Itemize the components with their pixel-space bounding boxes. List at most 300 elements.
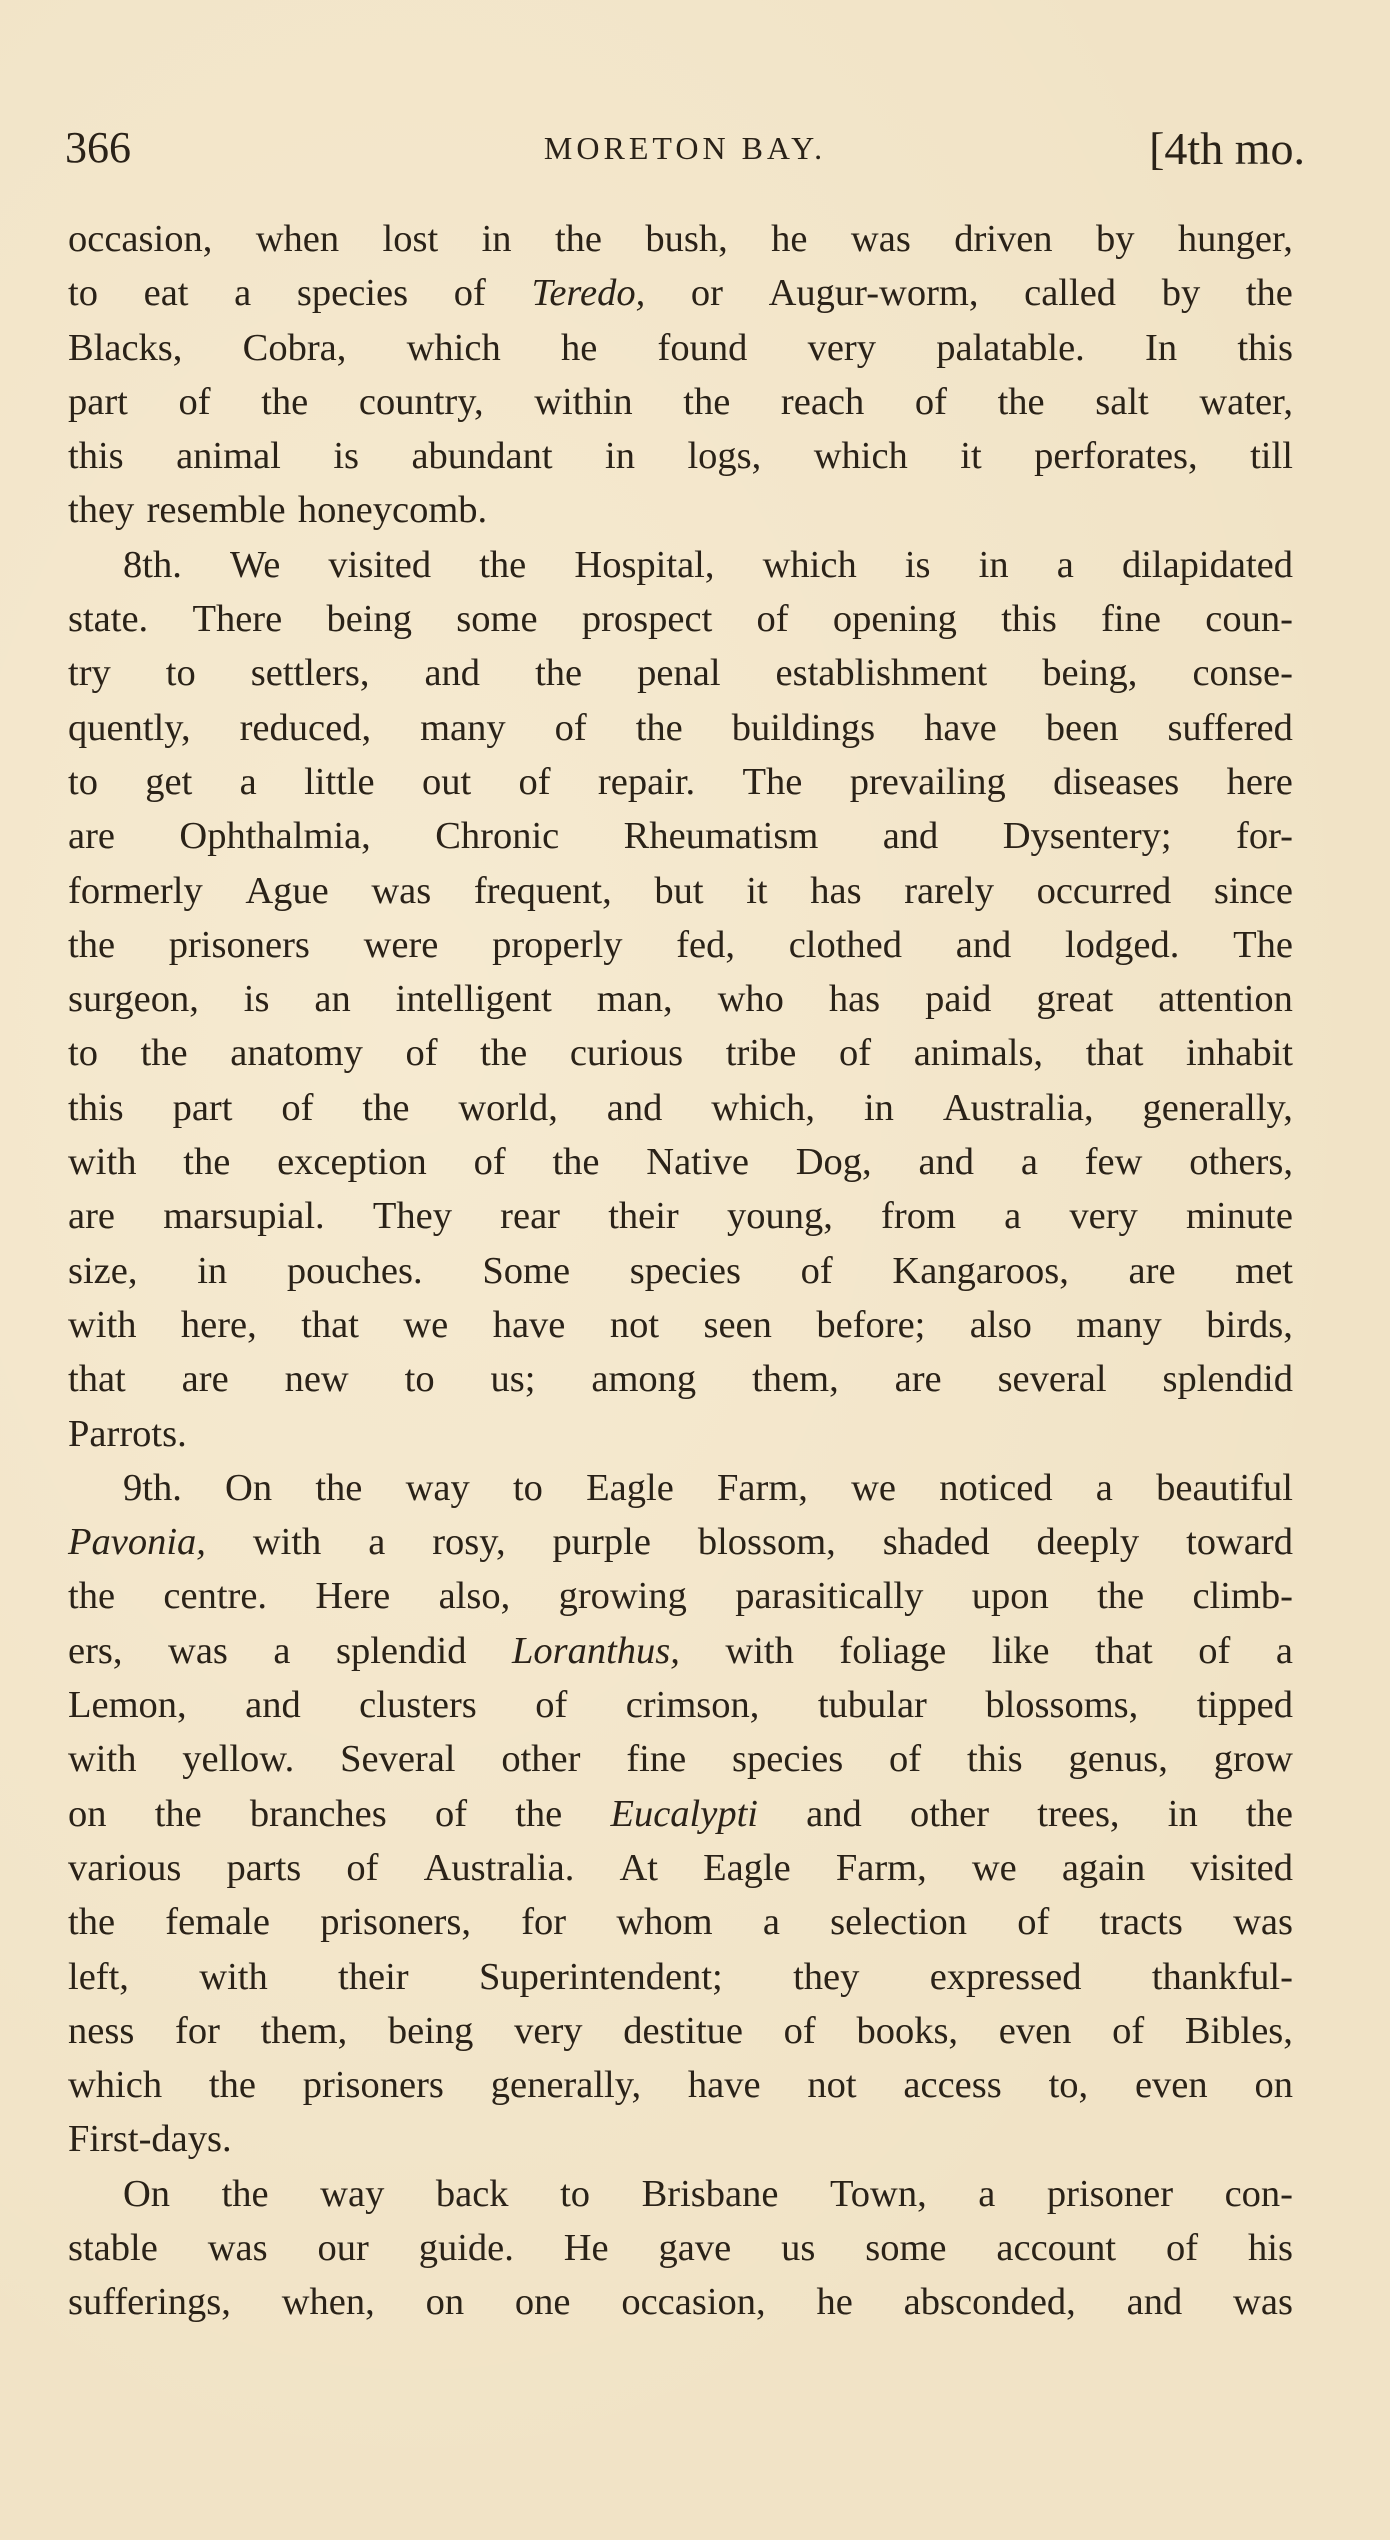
word: and (882, 815, 939, 858)
body-text (68, 212, 1293, 2330)
word: and (955, 923, 1012, 966)
text-line (68, 266, 1293, 320)
text-line (68, 2275, 1293, 2329)
word: Eagle (703, 1846, 791, 1889)
word: new (284, 1358, 349, 1401)
text-line (68, 809, 1293, 863)
word: found (657, 326, 748, 369)
word: tipped (1196, 1684, 1293, 1727)
word: driven (954, 218, 1053, 260)
word: on (68, 1792, 107, 1835)
word: few (1084, 1141, 1143, 1184)
word: them, (752, 1358, 839, 1401)
word: rear (500, 1195, 560, 1238)
word: left, (68, 1955, 129, 1998)
text-line (68, 1026, 1293, 1080)
text-line (68, 538, 1293, 592)
word: by (1095, 218, 1135, 260)
word: the (552, 1141, 600, 1184)
word: this (1001, 598, 1057, 641)
word: was (850, 218, 911, 260)
word: blossoms, (985, 1684, 1139, 1727)
word: very (514, 2009, 583, 2052)
word: have (687, 2064, 761, 2107)
word: the (635, 706, 683, 749)
word: they (68, 489, 135, 532)
word: of (1166, 2226, 1199, 2269)
word: in (481, 218, 512, 260)
word: upon (971, 1575, 1049, 1618)
word: when (255, 218, 340, 260)
word: fine (1101, 598, 1161, 641)
word: the (221, 2172, 269, 2215)
word: a (762, 1901, 780, 1944)
word: here (1226, 760, 1293, 803)
word: with (199, 1955, 268, 1998)
word: the (68, 1575, 116, 1618)
text-line (68, 592, 1293, 646)
word: this (1237, 326, 1293, 369)
word: for (521, 1901, 567, 1944)
word: establishment (775, 652, 988, 695)
word: Dog, (795, 1141, 872, 1184)
word: various (68, 1846, 182, 1889)
text-line (68, 1189, 1293, 1243)
word: perforates, (1034, 435, 1198, 478)
word: very (807, 326, 876, 369)
word: they (793, 1955, 860, 1998)
word: Farm, (835, 1846, 927, 1889)
word: prisoners (302, 2064, 444, 2107)
page-number: 366 (65, 123, 131, 172)
word: back (435, 2172, 509, 2215)
word: grow (1213, 1738, 1293, 1781)
word: sufferings, (68, 2281, 231, 2324)
word: He (563, 2226, 609, 2269)
text-line (68, 1787, 1293, 1841)
word: of (554, 706, 587, 749)
word: a (1020, 1141, 1038, 1184)
word: lost (382, 218, 439, 260)
word: the (208, 2064, 256, 2107)
word: very (1069, 1195, 1138, 1238)
word: centre. (163, 1575, 268, 1618)
text-line (68, 483, 1293, 537)
word: his (1248, 2226, 1293, 2269)
word: palatable. (936, 326, 1085, 369)
word: Here (315, 1575, 391, 1618)
word: the (1245, 1792, 1293, 1835)
word: their (338, 1955, 409, 1998)
word: are (68, 1195, 115, 1238)
word: growing (558, 1575, 687, 1618)
word: been (1045, 706, 1119, 749)
word: Cobra, (242, 326, 347, 369)
word: he (816, 2281, 853, 2324)
word: has (810, 869, 862, 912)
word: of (535, 1684, 568, 1727)
word: reach (780, 380, 865, 423)
word: in (978, 543, 1009, 586)
word: 9th. (123, 1466, 182, 1509)
word: to (68, 272, 98, 315)
word: female (165, 1901, 270, 1944)
word: of (178, 380, 211, 423)
word: tribe (725, 1032, 797, 1075)
word: in (1167, 1792, 1198, 1835)
word: many (420, 706, 506, 749)
word: parasitically (735, 1575, 924, 1618)
word: Augur-worm, (768, 272, 979, 315)
word: of (800, 1249, 833, 1292)
word: lodged. (1064, 923, 1180, 966)
word: the (480, 1032, 528, 1075)
page-header (65, 112, 1305, 182)
word: prevailing (849, 760, 1006, 803)
word: anatomy (230, 1032, 363, 1075)
word: among (591, 1358, 697, 1401)
word: Australia, (942, 1086, 1094, 1129)
word: not (807, 2064, 857, 2107)
word: for (175, 2009, 220, 2052)
word: of (783, 2009, 816, 2052)
word: prisoners, (320, 1901, 471, 1944)
word: world, (458, 1086, 558, 1129)
text-line (68, 1461, 1293, 1515)
word: occasion, (68, 218, 213, 260)
word: is (904, 543, 931, 586)
word: Several (340, 1738, 456, 1781)
word: curious (569, 1032, 684, 1075)
word: a (1004, 1195, 1022, 1238)
word: a (239, 760, 257, 803)
word: is (243, 978, 270, 1021)
word: access (903, 2064, 1002, 2107)
text-line (68, 1950, 1293, 2004)
word: of (756, 598, 789, 641)
word: the (261, 380, 309, 423)
word: the (154, 1792, 202, 1835)
word: of (1198, 1629, 1231, 1672)
word: to (404, 1358, 435, 1401)
word: some (456, 598, 538, 641)
word: it (746, 869, 768, 912)
word: Bibles, (1184, 2009, 1293, 2052)
word: a (1275, 1629, 1293, 1672)
word: stable (68, 2226, 158, 2269)
word: is (333, 435, 360, 478)
word: inhabit (1186, 1032, 1293, 1075)
word: rosy, (432, 1521, 506, 1564)
word: this (68, 435, 124, 478)
text-line (68, 2167, 1293, 2221)
word: selection (830, 1901, 967, 1944)
word: At (619, 1846, 658, 1889)
word: a (1095, 1466, 1113, 1509)
word: animal (176, 435, 281, 478)
word: on (425, 2281, 465, 2324)
word: part (172, 1086, 233, 1129)
word: by (1161, 272, 1201, 315)
word: country, (358, 380, 484, 423)
word: water, (1199, 380, 1293, 423)
word: species (629, 1249, 741, 1292)
text-line (68, 1569, 1293, 1623)
word: and (606, 1086, 663, 1129)
word: species (732, 1738, 844, 1781)
word: of (346, 1846, 379, 1889)
word: and (424, 652, 481, 695)
word: The (1233, 923, 1293, 966)
word: seen (703, 1303, 772, 1346)
word: occasion, (621, 2281, 766, 2324)
word: tubular (817, 1684, 927, 1727)
word: many (1076, 1303, 1162, 1346)
word: state. (68, 598, 149, 641)
text-line (68, 1624, 1293, 1678)
word: but (654, 869, 704, 912)
word: prisoner (1046, 2172, 1174, 2215)
word: noticed (939, 1466, 1053, 1509)
text-line (68, 755, 1293, 809)
word: crimson, (625, 1684, 760, 1727)
word: also, (438, 1575, 511, 1618)
running-title: MORETON BAY. (543, 130, 827, 166)
text-line (68, 2058, 1293, 2112)
word: the (1245, 272, 1293, 315)
word: the (997, 380, 1045, 423)
word: diseases (1053, 760, 1180, 803)
text-line (68, 429, 1293, 483)
word: Chronic (435, 815, 560, 858)
word: us (781, 2226, 816, 2269)
word: marsupial. (163, 1195, 325, 1238)
word: hunger, (1177, 218, 1293, 260)
word: splendid (336, 1629, 467, 1672)
word: was (1233, 1901, 1293, 1944)
word: animals, (913, 1032, 1044, 1075)
word: of (281, 1086, 314, 1129)
word: visited (328, 543, 432, 586)
word: yellow. (182, 1738, 295, 1781)
word: suffered (1167, 706, 1293, 749)
word: with (68, 1141, 137, 1184)
word: repair. (597, 760, 696, 803)
word: absconded, (903, 2281, 1076, 2324)
word: us; (490, 1358, 536, 1401)
word: purple (552, 1521, 651, 1564)
word: that (1085, 1032, 1144, 1075)
word: he (771, 218, 808, 260)
word: little (304, 760, 375, 803)
word: of (914, 380, 947, 423)
word: way (405, 1466, 470, 1509)
word: clusters (359, 1684, 477, 1727)
word: the (479, 543, 527, 586)
word: Kangaroos, (892, 1249, 1069, 1292)
word: destitue (623, 2009, 743, 2052)
word: There (192, 598, 283, 641)
word: and (245, 1684, 301, 1727)
word: pouches. (286, 1249, 423, 1292)
word: being, (1042, 652, 1138, 695)
word: occurred (1036, 869, 1172, 912)
word: Pavonia, (68, 1521, 206, 1564)
word: being (387, 2009, 474, 2052)
word: or (690, 272, 723, 315)
word: was (168, 1629, 228, 1672)
word: They (372, 1195, 452, 1238)
word: in (863, 1086, 894, 1129)
word: that (301, 1303, 359, 1346)
word: before; (816, 1303, 926, 1346)
word: are (181, 1358, 229, 1401)
word: frequent, (473, 869, 612, 912)
text-line (68, 1298, 1293, 1352)
text-line (68, 1135, 1293, 1189)
word: Town, (829, 2172, 927, 2215)
word: were (363, 923, 439, 966)
word: visited (1190, 1846, 1293, 1889)
word: coun- (1205, 598, 1293, 641)
word: the (1097, 1575, 1145, 1618)
word: beautiful (1156, 1466, 1293, 1509)
word: splendid (1162, 1358, 1293, 1401)
word: account (996, 2226, 1117, 2269)
text-line (68, 918, 1293, 972)
word: Brisbane (641, 2172, 779, 2215)
word: salt (1095, 380, 1149, 423)
word: the (515, 1792, 563, 1835)
word: Teredo, (531, 272, 646, 315)
word: birds, (1206, 1303, 1293, 1346)
word: ers, (68, 1629, 123, 1672)
word: to, (1048, 2064, 1089, 2107)
word: penal (637, 652, 721, 695)
word: bush, (645, 218, 728, 260)
word: with (68, 1303, 137, 1346)
word: our (317, 2226, 369, 2269)
word: intelligent (395, 978, 552, 1021)
word: Eucalypti (610, 1792, 758, 1835)
word: logs, (687, 435, 762, 478)
text-line (68, 1732, 1293, 1786)
word: reduced, (239, 706, 372, 749)
word: with (725, 1629, 794, 1672)
word: other (909, 1792, 990, 1835)
word: Eagle (586, 1466, 674, 1509)
word: and (806, 1792, 862, 1835)
word: Lemon, (68, 1684, 187, 1727)
word: In (1145, 326, 1178, 369)
section-marker: [4th mo. (1149, 123, 1305, 174)
word: from (881, 1195, 956, 1238)
word: prisoners (168, 923, 310, 966)
word: which (762, 543, 857, 586)
word: in (605, 435, 635, 478)
word: met (1235, 1249, 1293, 1292)
word: parts (226, 1846, 302, 1889)
word: a (1056, 543, 1074, 586)
word: of (453, 272, 486, 315)
word: like (991, 1629, 1050, 1672)
word: within (534, 380, 633, 423)
word: get (145, 760, 193, 803)
word: generally, (1142, 1086, 1293, 1129)
text-line (68, 212, 1293, 266)
word: guide. (418, 2226, 514, 2269)
word: Some (482, 1249, 571, 1292)
word: blossom, (697, 1521, 836, 1564)
word: books, (856, 2009, 959, 2052)
word: the (68, 1901, 116, 1944)
word: expressed (929, 1955, 1082, 1998)
word: species (296, 272, 409, 315)
word: eat (143, 272, 189, 315)
word: with (68, 1738, 137, 1781)
word: here, (180, 1303, 257, 1346)
word: Parrots. (68, 1412, 187, 1455)
word: gave (658, 2226, 732, 2269)
word: thankful- (1151, 1955, 1293, 1998)
word: the (535, 652, 583, 695)
word: not (609, 1303, 660, 1346)
word: con- (1224, 2172, 1293, 2215)
word: shaded (882, 1521, 990, 1564)
text-line (68, 1515, 1293, 1569)
text-line (68, 321, 1293, 375)
word: fine (626, 1738, 687, 1781)
word: young, (726, 1195, 833, 1238)
word: called (1024, 272, 1117, 315)
word: for- (1236, 815, 1293, 858)
text-line (68, 864, 1293, 918)
word: out (421, 760, 472, 803)
word: who (717, 978, 784, 1021)
word: that (68, 1358, 126, 1401)
word: whom (616, 1901, 713, 1944)
text-line (68, 2004, 1293, 2058)
word: Native (646, 1141, 749, 1184)
word: which (813, 435, 908, 478)
word: it (960, 435, 982, 478)
word: which (68, 2064, 163, 2107)
word: to (512, 1466, 543, 1509)
word: this (966, 1738, 1023, 1781)
word: of (473, 1141, 506, 1184)
word: has (828, 978, 881, 1021)
word: a (368, 1521, 386, 1564)
word: of (518, 760, 551, 803)
word: settlers, (250, 652, 370, 695)
text-line (68, 375, 1293, 429)
text-line (68, 1081, 1293, 1135)
word: have (924, 706, 997, 749)
word: trees, (1037, 1792, 1120, 1835)
text-line (68, 1678, 1293, 1732)
word: exception (277, 1141, 427, 1184)
word: and (1126, 2281, 1183, 2324)
word: to (165, 652, 196, 695)
word: and (918, 1141, 975, 1184)
word: of (434, 1792, 468, 1835)
word: the (68, 923, 116, 966)
word: we (971, 1846, 1017, 1889)
word: dilapidated (1121, 543, 1293, 586)
word: way (320, 2172, 385, 2215)
word: a (273, 1629, 291, 1672)
word: Blacks, (68, 326, 183, 369)
